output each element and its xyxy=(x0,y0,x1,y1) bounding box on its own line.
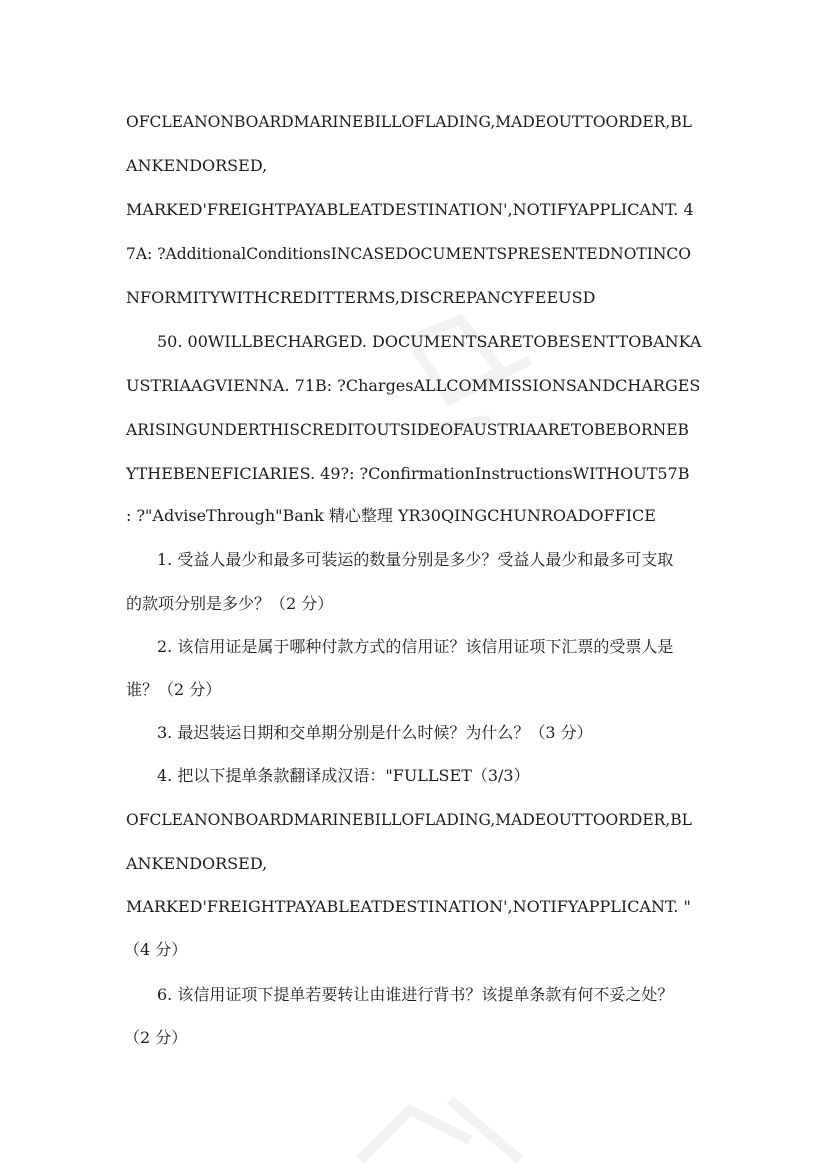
text-line: ANKENDORSED, xyxy=(126,854,268,873)
question-4-points: （4 分） xyxy=(124,940,188,959)
watermark-stamp-bottom xyxy=(340,1080,540,1174)
text-line: NFORMITYWITHCREDITTERMS,DISCREPANCYFEEUSD xyxy=(126,288,596,307)
question-1: 1. 受益人最少和最多可装运的数量分别是多少？受益人最少和最多可支取 xyxy=(157,550,674,569)
question-6-points: （2 分） xyxy=(124,1028,188,1047)
question-4: 4. 把以下提单条款翻译成汉语："FULLSET（3/3） xyxy=(157,766,530,785)
text-line: YTHEBENEFICIARIES. 49?: ?ConfirmationInstructionsWITHOUT57B xyxy=(126,464,690,483)
question-3: 3. 最迟装运日期和交单期分别是什么时候？为什么？（3 分） xyxy=(157,723,593,742)
question-6: 6. 该信用证项下提单若要转让由谁进行背书？该提单条款有何不妥之处？ xyxy=(157,985,674,1004)
text-line: ARISINGUNDERTHISCREDITOUTSIDEOFAUSTRIAARETOBEBORNEB xyxy=(126,421,689,439)
question-2-continued: 谁？（2 分） xyxy=(126,680,222,699)
text-line: 50. 00WILLBECHARGED. DOCUMENTSARETOBESENTTOBANKA xyxy=(157,332,702,351)
text-line: ANKENDORSED, xyxy=(126,156,268,175)
text-line: 7A: ?AdditionalConditionsINCASEDOCUMENTSPRESENTEDNOTINCO xyxy=(126,245,692,263)
question-2: 2. 该信用证是属于哪种付款方式的信用证？该信用证项下汇票的受票人是 xyxy=(157,637,674,656)
question-1-continued: 的款项分别是多少？（2 分） xyxy=(126,594,334,613)
text-line: USTRIAAGVIENNA. 71B: ?ChargesALLCOMMISSIONSANDCHARGES xyxy=(126,376,701,395)
text-line: OFCLEANONBOARDMARINEBILLOFLADING,MADEOUTTOORDER,BL xyxy=(126,113,692,131)
text-line: MARKED'FREIGHTPAYABLEATDESTINATION',NOTIFYAPPLICANT. 4 xyxy=(126,200,694,219)
text-line: MARKED'FREIGHTPAYABLEATDESTINATION',NOTIFYAPPLICANT. " xyxy=(126,897,691,916)
text-line: : ?"AdviseThrough"Bank 精心整理 YR30QINGCHUNROADOFFICE xyxy=(126,506,656,525)
text-line: OFCLEANONBOARDMARINEBILLOFLADING,MADEOUTTOORDER,BL xyxy=(126,811,692,829)
